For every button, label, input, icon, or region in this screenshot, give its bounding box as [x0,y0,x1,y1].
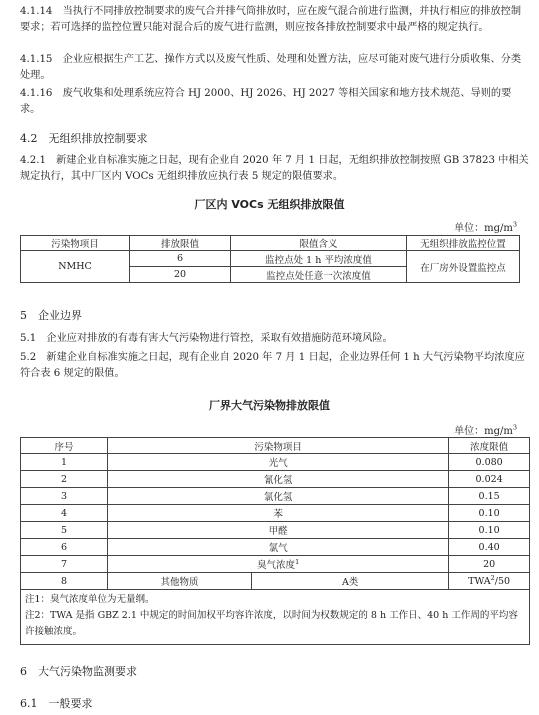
table6-title: 厂界大气污染物排放限值 [209,399,330,412]
table6-item: 苯 [108,505,449,522]
table6-value: 0.15 [449,488,530,505]
table6-no: 4 [21,505,108,522]
table5-header: 排放限值 [130,236,231,251]
table5-limit: 20 [130,267,231,283]
table5-meaning: 监控点处任意一次浓度值 [231,267,407,283]
table6-value-cell [449,573,530,590]
table6-item-cell [108,556,449,573]
table6-notes-row [21,590,530,645]
table6-value: 0.40 [449,539,530,556]
table6-item: 其他物质 [108,573,252,590]
table5 [20,235,520,283]
section-heading-6: 6 大气污染物监测要求 [20,665,137,678]
paragraph-4-1-14: 4.1.14 当执行不同排放控制要求的废气合并排气筒排放时，应在废气混合前进行监测，并执行相应的排放控制要求；若可选择的监控位置只能对混合后的废气进行监测，则应按各排放控制要求中最严格的规定执行。 [20,6,522,33]
table6-value: 0.080 [449,454,530,471]
paragraph-5-1: 5.1 企业应对排放的有毒有害大气污染物进行管控，采取有效措施防范环境风险。 [20,333,393,344]
table-row [21,471,530,488]
table6-note-1: 注1：臭气浓度单位为无量纲。 [25,594,155,605]
table-row [21,488,530,505]
table6-notes [21,590,530,645]
table6-value: 20 [449,556,530,573]
table6-note-2: 注2：TWA 是指 GBZ 2.1 中规定的时间加权平均容许浓度，以时间为权数规定的 8 h 工作日、40 h 工作周的平均容许接触浓度。 [25,610,518,637]
table-row [21,539,530,556]
table5-location: 在厂房外设置监控点 [407,251,520,283]
table6-item: 氯化氢 [108,488,449,505]
table6-class: A类 [252,573,449,590]
table-row [21,522,530,539]
table5-header: 无组织排放监控位置 [407,236,520,251]
paragraph-4-1-16: 4.1.16 废气收集和处理系统应符合 HJ 2000、HJ 2026、HJ 2027 等相关国家和地方技术规范、导则的要求。 [20,88,512,115]
table6-item: 光气 [108,454,449,471]
paragraph-5-2: 5.2 新建企业自标准实施之日起，现有企业自 2020 年 7 月 1 日起，企业边界任何 1 h 大气污染物平均浓度应符合表 6 规定的限值。 [20,352,525,379]
table5-header: 限值含义 [231,236,407,251]
table6-unit-sup: 3 [512,423,517,432]
table6-item: 臭气浓度 [257,560,296,571]
table6-value-tail: /50 [494,575,511,587]
table5-meaning: 监控点处 1 h 平均浓度值 [231,251,407,267]
paragraph-4-2-1: 4.2.1 新建企业自标准实施之日起，现有企业自 2020 年 7 月 1 日起，无组织排放控制按照 GB 37823 中相关规定执行，其中厂区内 VOCs 无组织排放应执行表 5 规定的限值要求。 [20,155,529,182]
table6-no: 7 [21,556,108,573]
table-row [21,454,530,471]
footnote-mark: 1 [295,557,300,566]
table6-no: 5 [21,522,108,539]
table5-pollutant: NMHC [21,251,130,283]
table6-item: 氯气 [108,539,449,556]
table6-item: 氰化氢 [108,471,449,488]
table6-value: 0.10 [449,522,530,539]
table6-value: TWA [468,575,491,587]
table6-no: 2 [21,471,108,488]
table-row [21,251,520,267]
table5-title: 厂区内 VOCs 无组织排放限值 [194,198,345,211]
table6-value: 0.024 [449,471,530,488]
table6-no: 8 [21,573,108,590]
paragraph-4-1-15: 4.1.15 企业应根据生产工艺、操作方式以及废气性质、处理和处置方法，应尽可能对废气进行分质收集、分类处理。 [20,54,522,81]
section-heading-6-1: 6.1 一般要求 [20,697,93,710]
table6-value: 0.10 [449,505,530,522]
table6-header: 污染物项目 [108,438,449,454]
section-heading-4-2: 4.2 无组织排放控制要求 [20,132,148,145]
table6-no: 1 [21,454,108,471]
table-row [21,505,530,522]
table6-item: 甲醛 [108,522,449,539]
table5-unit [454,219,517,234]
footnote-mark: 2 [490,573,495,582]
table6 [20,437,530,645]
table6-no: 6 [21,539,108,556]
table-row [21,573,530,590]
table6-header: 序号 [21,438,108,454]
table6-header: 浓度限值 [449,438,530,454]
table5-unit-sup: 3 [512,220,517,229]
table5-header: 污染物项目 [21,236,130,251]
table6-header-row [21,438,530,454]
table5-header-row [21,236,520,251]
table6-no: 3 [21,488,108,505]
table6-unit-text: 单位：mg/m [454,426,513,437]
table6-unit [454,422,517,437]
table-row [21,556,530,573]
section-heading-5: 5 企业边界 [20,309,82,322]
table5-limit: 6 [130,251,231,267]
table5-unit-text: 单位：mg/m [454,223,513,234]
